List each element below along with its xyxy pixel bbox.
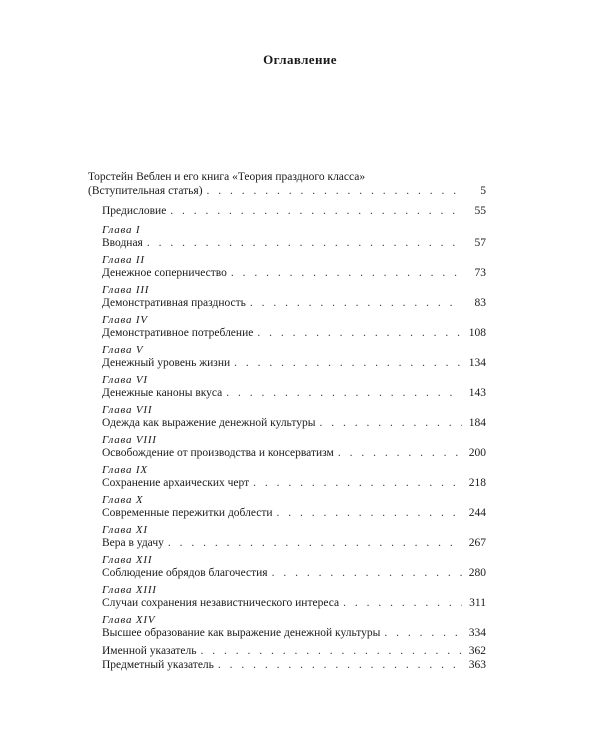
chapter-label: Глава XIII [102, 584, 157, 596]
leader-dots [168, 536, 462, 550]
table-of-contents [88, 170, 486, 672]
toc-entry-page: 108 [468, 327, 486, 339]
toc-entry-title: (Вступительная статья) [88, 185, 203, 197]
leader-dots [343, 596, 462, 610]
toc-entry-title: Соблюдение обрядов благочестия [102, 567, 268, 579]
leader-dots [231, 266, 462, 280]
toc-entry-page: 267 [468, 537, 486, 549]
chapter-label: Глава VII [102, 404, 153, 416]
chapter-list [88, 224, 486, 644]
leader-dots [226, 386, 462, 400]
toc-entry-chapter [88, 506, 486, 520]
leader-dots [272, 566, 462, 580]
toc-entry-title: Высшее образование как выражение денежной культуры [102, 627, 381, 639]
leader-dots [338, 446, 462, 460]
toc-entry-chapter [88, 266, 486, 280]
toc-entry-page: 83 [474, 297, 486, 309]
chapter-label: Глава IV [102, 314, 148, 326]
toc-entry-chapter [88, 566, 486, 580]
toc-entry-page: 200 [468, 447, 486, 459]
toc-entry-page: 143 [468, 387, 486, 399]
toc-entry-title: Денежный уровень жизни [102, 357, 231, 369]
toc-entry-title: Демонстративное потребление [102, 327, 254, 339]
toc-entry-title: Вера в удачу [102, 537, 164, 549]
leader-dots [234, 356, 462, 370]
toc-entry-page: 184 [468, 417, 486, 429]
toc-entry-title: Денежное соперничество [102, 267, 227, 279]
toc-entry-page: 363 [468, 659, 486, 671]
toc-entry-page: 244 [468, 507, 486, 519]
chapter-label: Глава XI [102, 524, 148, 536]
chapter-label: Глава XII [102, 554, 153, 566]
leader-dots [218, 658, 462, 672]
toc-entry-name-index [88, 644, 486, 658]
toc-entry-title: Предметный указатель [102, 659, 214, 671]
toc-entry-chapter [88, 386, 486, 400]
toc-entry-page: 311 [469, 597, 486, 609]
chapter-label: Глава X [102, 494, 144, 506]
leader-dots [319, 416, 462, 430]
toc-entry-chapter [88, 326, 486, 340]
toc-entry-chapter [88, 236, 486, 250]
toc-entry-title: Сохранение архаических черт [102, 477, 250, 489]
chapter-label: Глава I [102, 224, 141, 236]
toc-entry-page: 362 [468, 645, 486, 657]
leader-dots [253, 476, 462, 490]
page-title: Оглавление [263, 52, 337, 67]
toc-entry-page: 218 [468, 477, 486, 489]
toc-entry-chapter [88, 476, 486, 490]
toc-entry-title: Вводная [102, 237, 143, 249]
toc-entry-chapter [88, 536, 486, 550]
leader-dots [257, 326, 462, 340]
toc-entry-page: 55 [474, 205, 486, 217]
toc-entry-title: Одежда как выражение денежной культуры [102, 417, 316, 429]
chapter-label: Глава VIII [102, 434, 157, 446]
toc-entry-title: Предисловие [102, 205, 167, 217]
leader-dots [250, 296, 462, 310]
toc-entry-intro-line2 [88, 184, 486, 198]
leader-dots [207, 184, 462, 198]
toc-entry-chapter [88, 416, 486, 430]
chapter-label: Глава IX [102, 464, 148, 476]
toc-entry-page: 280 [468, 567, 486, 579]
toc-entry-title: Случаи сохранения независтнического интереса [102, 597, 340, 609]
toc-entry-chapter [88, 626, 486, 640]
chapter-label: Глава VI [102, 374, 148, 386]
toc-entry-chapter [88, 446, 486, 460]
toc-entry-intro [88, 170, 486, 184]
toc-entry-title: Денежные каноны вкуса [102, 387, 223, 399]
toc-entry-subject-index [88, 658, 486, 672]
toc-entry-preface [88, 204, 486, 218]
leader-dots [170, 204, 462, 218]
leader-dots [277, 506, 462, 520]
leader-dots [147, 236, 462, 250]
toc-entry-page: 57 [474, 237, 486, 249]
toc-entry-chapter [88, 356, 486, 370]
toc-entry-title: Именной указатель [102, 645, 197, 657]
toc-entry-page: 73 [474, 267, 486, 279]
toc-entry-title: Современные пережитки доблести [102, 507, 273, 519]
toc-entry-page: 5 [480, 185, 486, 197]
chapter-label: Глава XIV [102, 614, 156, 626]
toc-entry-page: 334 [468, 627, 486, 639]
chapter-label: Глава II [102, 254, 145, 266]
chapter-label: Глава V [102, 344, 144, 356]
toc-entry-title: Демонстративная праздность [102, 297, 246, 309]
toc-entry-chapter [88, 296, 486, 310]
leader-dots [201, 644, 462, 658]
leader-dots [384, 626, 462, 640]
toc-entry-page: 134 [468, 357, 486, 369]
toc-entry-title: Освобождение от производства и консерватизм [102, 447, 334, 459]
toc-entry-chapter [88, 596, 486, 610]
toc-entry-title: Торстейн Веблен и его книга «Теория праздного класса» [88, 171, 366, 183]
chapter-label: Глава III [102, 284, 150, 296]
